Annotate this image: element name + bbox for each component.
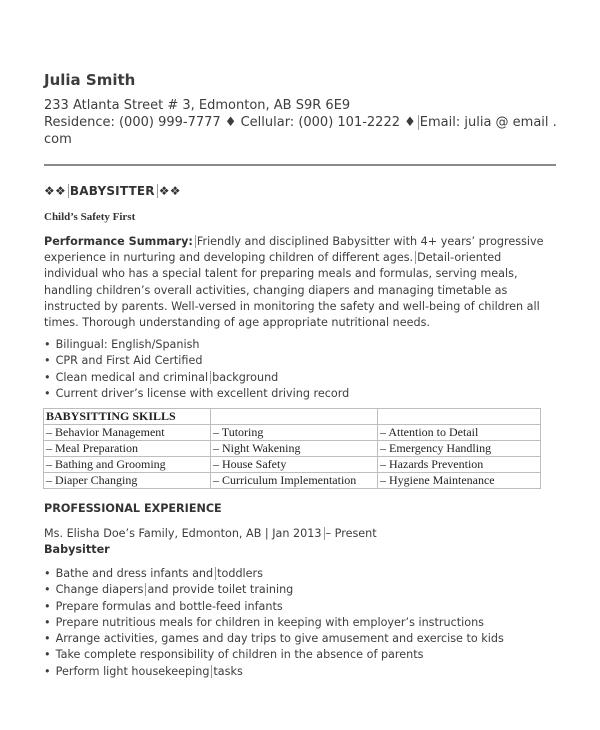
list-item: • Prepare formulas and bottle-feed infants — [44, 599, 504, 615]
candidate-name: Julia Smith — [44, 71, 136, 89]
table-cell: – Meal Preparation — [44, 441, 211, 457]
role-title: Babysitter — [44, 543, 110, 556]
table-cell — [211, 409, 378, 425]
performance-summary — [44, 234, 558, 331]
skills-heading: BABYSITTING SKILLS — [44, 409, 211, 425]
employer-text: Ms. Elisha Doe’s Family, Edmonton, AB | Jan 2013 — [44, 527, 322, 540]
email-suffix: com — [44, 132, 72, 147]
phone-numbers: Residence: (000) 999-7777 ♦ Cellular: (000) 101-2222 ♦ — [44, 115, 416, 130]
table-cell: – Behavior Management — [44, 425, 211, 441]
list-item: • Bilingual: English/Spanish — [44, 337, 349, 353]
skills-table — [43, 408, 541, 489]
summary-text-1: Friendly and disciplined Babysitter with 4+ years’ progressive experience in nurturing and developing children of different ages. — [44, 235, 544, 265]
employer-end: – Present — [325, 527, 377, 540]
table-cell: – Emergency Handling — [378, 441, 541, 457]
table-cell: – Bathing and Grooming — [44, 457, 211, 473]
qualifications-list — [44, 337, 349, 402]
job-title-text: BABYSITTER — [69, 184, 155, 198]
street-address: 233 Atlanta Street # 3, Edmonton, AB S9R 6E9 — [44, 98, 351, 113]
job-title — [44, 184, 181, 198]
table-cell: – House Safety — [211, 457, 378, 473]
email-text: Email: julia @ email . — [419, 115, 557, 130]
table-row — [44, 441, 541, 457]
experience-heading: PROFESSIONAL EXPERIENCE — [44, 502, 222, 515]
table-row — [44, 473, 541, 489]
table-cell: – Diaper Changing — [44, 473, 211, 489]
list-item: • Bathe and dress infants and toddlers — [44, 566, 504, 582]
table-cell: – Curriculum Implementation — [211, 473, 378, 489]
table-cell: – Hygiene Maintenance — [378, 473, 541, 489]
list-item: • Current driver’s license with excellent driving record — [44, 386, 349, 402]
table-cell — [378, 409, 541, 425]
contact-block — [44, 97, 564, 148]
table-cell: – Tutoring — [211, 425, 378, 441]
ornament-right-icon: ❖❖ — [158, 184, 181, 198]
table-row — [44, 457, 541, 473]
duties-list — [44, 566, 504, 680]
list-item: • Take complete responsibility of children in the absence of parents — [44, 647, 504, 663]
table-cell: – Attention to Detail — [378, 425, 541, 441]
table-row — [44, 409, 541, 425]
table-cell: – Night Wakening — [211, 441, 378, 457]
table-row — [44, 425, 541, 441]
tagline: Child’s Safety First — [44, 211, 136, 223]
contact-line — [44, 114, 564, 131]
list-item: • Perform light housekeeping tasks — [44, 664, 504, 680]
table-cell: – Hazards Prevention — [378, 457, 541, 473]
list-item: • Change diapers and provide toilet training — [44, 582, 504, 598]
ornament-left-icon: ❖❖ — [44, 184, 66, 198]
employer-line — [44, 527, 377, 540]
list-item: • CPR and First Aid Certified — [44, 353, 349, 369]
summary-label: Performance Summary: — [44, 235, 193, 248]
summary-text-2: Detail-oriented individual who has a special talent for preparing meals and formulas, serving meals, handling children’s overall activities, changing diapers and managing timetable as instructed by parents. Well-versed in monitoring the safety and well-being of children all times. Thorough understanding of age appropriate nutritional needs. — [44, 251, 540, 330]
list-item: • Prepare nutritious meals for children in keeping with employer’s instructions — [44, 615, 504, 631]
header-divider — [44, 164, 556, 166]
list-item: • Clean medical and criminal background — [44, 370, 349, 386]
list-item: • Arrange activities, games and day trips to give amusement and exercise to kids — [44, 631, 504, 647]
